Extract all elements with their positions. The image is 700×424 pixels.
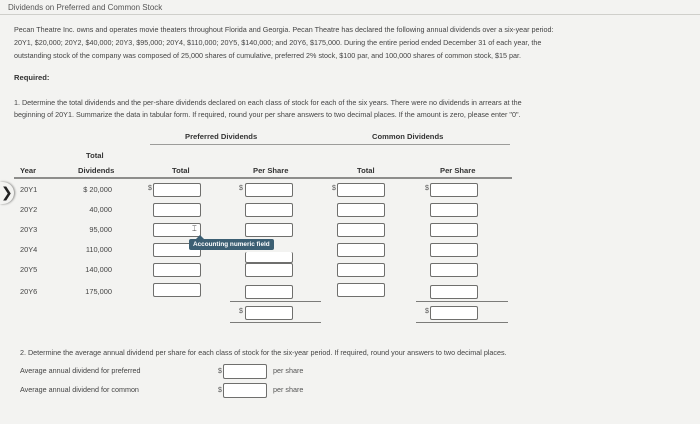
currency-symbol: $ — [425, 185, 429, 192]
question-1 — [14, 97, 694, 121]
preferred-per-share-total-input[interactable] — [245, 306, 293, 320]
avg-preferred-input[interactable] — [223, 364, 267, 379]
row-total-dividends: 175,000 — [85, 287, 112, 296]
row-total-dividends: 140,000 — [85, 265, 112, 274]
common-per-share-20y6-input[interactable] — [430, 285, 478, 299]
side-panel-handle[interactable] — [0, 182, 14, 204]
currency-symbol: $ — [239, 185, 243, 192]
avg-preferred-label: Average annual dividend for preferred — [20, 366, 141, 375]
col-preferred-total: Total — [172, 166, 190, 175]
preferred-total-20y6-input[interactable] — [153, 283, 201, 297]
question-1-line-1: 1. Determine the total dividends and the per-share dividends declared on each class of stock for each of the six years. There were no dividends in arrears at the — [14, 98, 522, 107]
currency-symbol: $ — [148, 185, 152, 192]
problem-line-2: 20Y1, $20,000; 20Y2, $40,000; 20Y3, $95,000; 20Y4, $110,000; 20Y5, $140,000; and 20Y6, $175,000. During the entire period ended December 31 of each year, the — [14, 38, 542, 47]
preferred-per-share-20y4-input[interactable] — [245, 252, 293, 263]
column-header-rule — [14, 177, 512, 179]
accounting-field-tooltip: Accounting numeric field — [189, 239, 274, 250]
row-total-dividends: 95,000 — [89, 225, 112, 234]
header-divider — [0, 14, 700, 15]
col-common-per-share: Per Share — [440, 166, 476, 175]
row-total-dividends: 40,000 — [89, 205, 112, 214]
common-total-20y5-input[interactable] — [337, 263, 385, 277]
col-preferred-per-share: Per Share — [253, 166, 289, 175]
group-preferred-dividends: Preferred Dividends — [185, 132, 258, 141]
common-total-20y1-input[interactable] — [337, 183, 385, 197]
common-total-20y6-input[interactable] — [337, 283, 385, 297]
common-total-rule — [416, 322, 508, 323]
preferred-total-rule — [230, 322, 321, 323]
row-year: 20Y1 — [20, 185, 38, 194]
col-common-total: Total — [357, 166, 375, 175]
row-year: 20Y6 — [20, 287, 38, 296]
preferred-per-share-20y2-input[interactable] — [245, 203, 293, 217]
group-header-rule — [150, 144, 510, 145]
group-common-dividends: Common Dividends — [372, 132, 444, 141]
avg-common-input[interactable] — [223, 383, 267, 398]
currency-symbol: $ — [218, 387, 222, 394]
preferred-per-share-20y5-input[interactable] — [245, 263, 293, 277]
common-per-share-20y4-input[interactable] — [430, 243, 478, 257]
preferred-total-20y2-input[interactable] — [153, 203, 201, 217]
common-per-share-20y3-input[interactable] — [430, 223, 478, 237]
row-year: 20Y3 — [20, 225, 38, 234]
question-2: 2. Determine the average annual dividend per share for each class of stock for the six-year period. If required, round your answers to two decimal places. — [20, 348, 507, 357]
row-year: 20Y5 — [20, 265, 38, 274]
problem-line-1: Pecan Theatre Inc. owns and operates movie theaters throughout Florida and Georgia. Pecan Theatre has declared the following annual dividends over a six-year period: — [14, 25, 554, 34]
common-per-share-20y2-input[interactable] — [430, 203, 478, 217]
col-total-dividends-line2: Dividends — [78, 166, 115, 175]
preferred-total-20y5-input[interactable] — [153, 263, 201, 277]
chevron-right-icon: ❯ — [1, 184, 13, 200]
required-label: Required: — [14, 73, 50, 82]
avg-preferred-unit: per share — [273, 366, 304, 375]
col-total-dividends-line1: Total — [86, 151, 104, 160]
common-per-share-total-input[interactable] — [430, 306, 478, 320]
common-per-share-20y5-input[interactable] — [430, 263, 478, 277]
question-1-line-2: beginning of 20Y1. Summarize the data in tabular form. If required, round your per share answers to two decimal places. If the amount is zero, please enter "0". — [14, 110, 521, 119]
preferred-per-share-20y3-input[interactable] — [245, 223, 293, 237]
currency-symbol: $ — [425, 308, 429, 315]
currency-symbol: $ — [239, 308, 243, 315]
common-total-20y4-input[interactable] — [337, 243, 385, 257]
problem-line-3: outstanding stock of the company was composed of 25,000 shares of cumulative, preferred 2% stock, $100 par, and 100,000 shares of common stock, $15 par. — [14, 51, 522, 60]
problem-paragraph — [14, 23, 694, 62]
preferred-sum-rule — [230, 301, 321, 302]
avg-common-unit: per share — [273, 385, 304, 394]
page-title: Dividends on Preferred and Common Stock — [8, 3, 163, 12]
common-total-20y3-input[interactable] — [337, 223, 385, 237]
row-total-dividends: 110,000 — [85, 245, 112, 254]
avg-common-label: Average annual dividend for common — [20, 385, 139, 394]
row-total-dividends: $ 20,000 — [83, 185, 112, 194]
preferred-per-share-20y1-input[interactable] — [245, 183, 293, 197]
currency-symbol: $ — [218, 368, 222, 375]
common-per-share-20y1-input[interactable] — [430, 183, 478, 197]
text-cursor-icon: ⌶ — [192, 224, 197, 233]
row-year: 20Y2 — [20, 205, 38, 214]
currency-symbol: $ — [332, 185, 336, 192]
preferred-total-20y1-input[interactable] — [153, 183, 201, 197]
common-total-20y2-input[interactable] — [337, 203, 385, 217]
col-year: Year — [20, 166, 37, 175]
common-sum-rule — [416, 301, 508, 302]
row-year: 20Y4 — [20, 245, 38, 254]
preferred-per-share-20y6-input[interactable] — [245, 285, 293, 299]
